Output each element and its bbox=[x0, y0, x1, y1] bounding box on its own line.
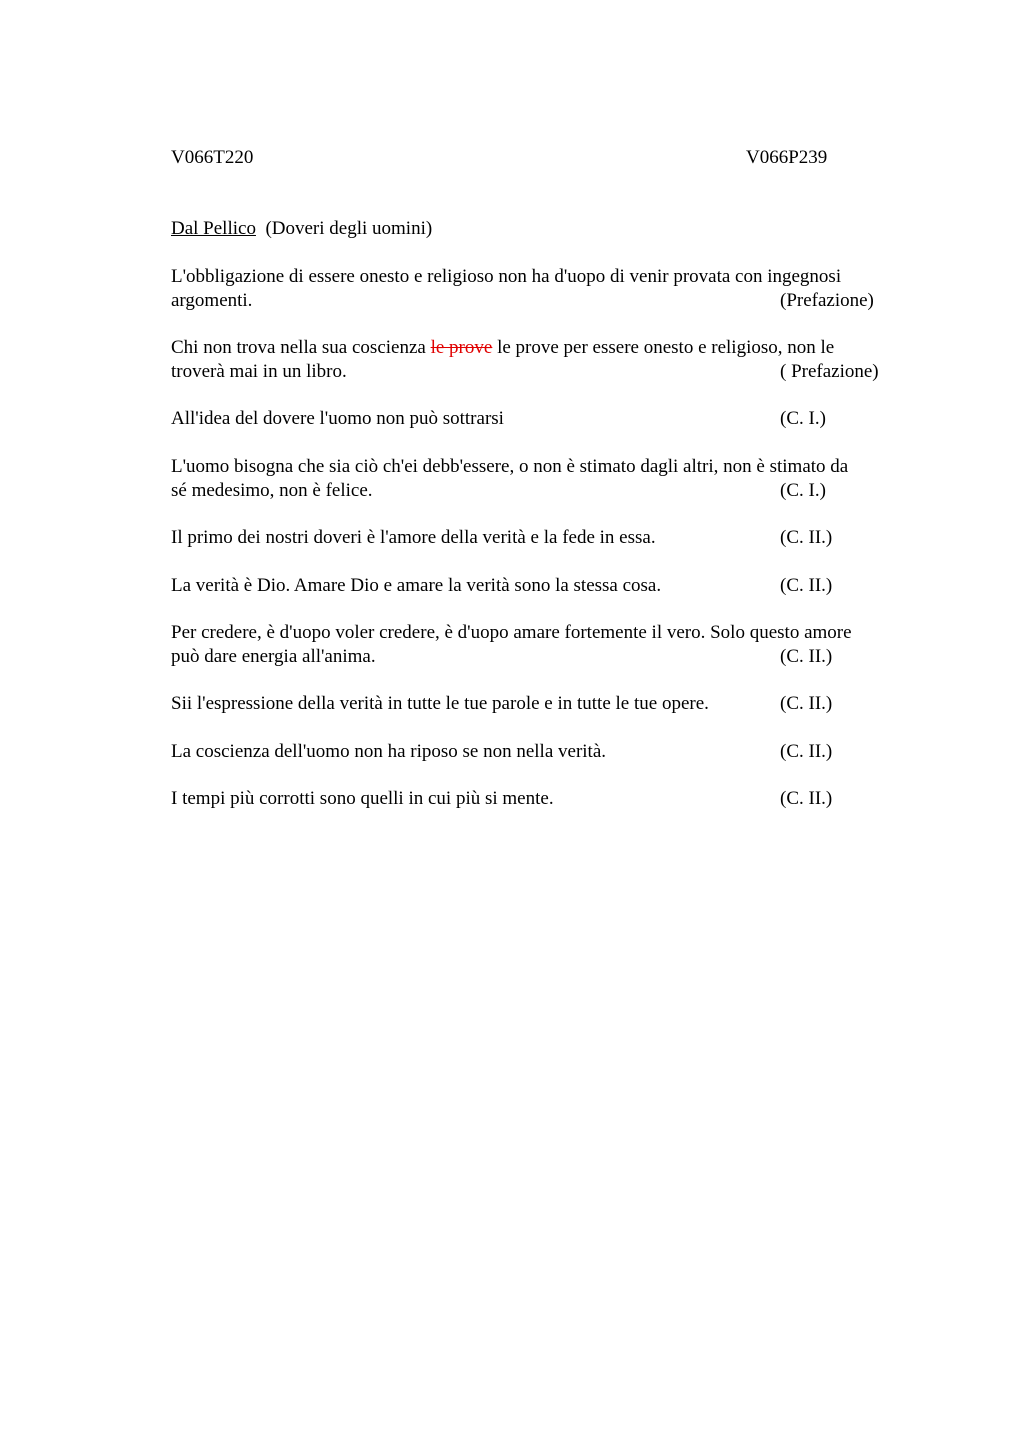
quote-text: sé medesimo, non è felice. bbox=[171, 480, 373, 501]
quote-entry bbox=[171, 265, 931, 313]
quote-reference: (Prefazione) bbox=[780, 290, 874, 311]
quote-reference: (C. II.) bbox=[780, 693, 833, 714]
quote-entry bbox=[171, 574, 931, 598]
quote-text: Il primo dei nostri doveri è l'amore della verità e la fede in essa. bbox=[171, 527, 656, 548]
quote-line bbox=[171, 455, 931, 479]
quote-line bbox=[171, 692, 931, 716]
quote-line bbox=[171, 740, 931, 764]
title-author: Dal Pellico bbox=[171, 218, 256, 239]
quote-line bbox=[171, 787, 931, 811]
quote-text: La verità è Dio. Amare Dio e amare la verità sono la stessa cosa. bbox=[171, 575, 662, 596]
quote-line bbox=[171, 526, 931, 550]
quote-text: può dare energia all'anima. bbox=[171, 646, 376, 667]
quote-text: Per credere, è d'uopo voler credere, è d'uopo amare fortemente il vero. Solo questo amore bbox=[171, 622, 852, 643]
quote-reference: ( Prefazione) bbox=[780, 361, 879, 382]
quote-reference: (C. II.) bbox=[780, 788, 833, 809]
document-code-right: V066P239 bbox=[746, 147, 828, 168]
quote-reference: (C. I.) bbox=[780, 480, 826, 501]
quote-line bbox=[171, 360, 931, 384]
quote-line bbox=[171, 645, 931, 669]
quote-text: troverà mai in un libro. bbox=[171, 361, 347, 382]
quote-text: Chi non trova nella sua coscienza bbox=[171, 337, 426, 358]
quote-reference: (C. II.) bbox=[780, 527, 833, 548]
quote-text: La coscienza dell'uomo non ha riposo se non nella verità. bbox=[171, 741, 607, 762]
quote-entry bbox=[171, 407, 931, 431]
quote-line bbox=[171, 407, 931, 431]
quote-reference: (C. II.) bbox=[780, 646, 833, 667]
quote-entry bbox=[171, 526, 931, 550]
quote-text: L'obbligazione di essere onesto e religioso non ha d'uopo di venir provata con ingegnosi bbox=[171, 266, 842, 287]
struck-text: le prove bbox=[430, 337, 493, 358]
quote-entry bbox=[171, 621, 931, 669]
title-work: (Doveri degli uomini) bbox=[265, 218, 433, 239]
quote-line bbox=[171, 265, 931, 289]
quote-reference: (C. I.) bbox=[780, 408, 826, 429]
quote-entry bbox=[171, 740, 931, 764]
quote-reference: (C. II.) bbox=[780, 575, 833, 596]
quote-text: All'idea del dovere l'uomo non può sottrarsi bbox=[171, 408, 504, 429]
quote-reference: (C. II.) bbox=[780, 741, 833, 762]
quote-entry bbox=[171, 336, 931, 384]
quote-line bbox=[171, 289, 931, 313]
quote-entry bbox=[171, 455, 931, 503]
document-code-left: V066T220 bbox=[171, 147, 254, 168]
quote-entry bbox=[171, 787, 931, 811]
quote-line bbox=[171, 621, 931, 645]
quote-text: argomenti. bbox=[171, 290, 253, 311]
quote-entry bbox=[171, 692, 931, 716]
quote-line bbox=[171, 479, 931, 503]
quote-text: L'uomo bisogna che sia ciò ch'ei debb'essere, o non è stimato dagli altri, non è stimato da bbox=[171, 456, 849, 477]
quote-line bbox=[171, 574, 931, 598]
quote-text: Sii l'espressione della verità in tutte le tue parole e in tutte le tue opere. bbox=[171, 693, 709, 714]
quote-line bbox=[171, 336, 931, 360]
quote-text: I tempi più corrotti sono quelli in cui più si mente. bbox=[171, 788, 554, 809]
quote-text: le prove per essere onesto e religioso, non le bbox=[497, 337, 835, 358]
document-title bbox=[171, 217, 432, 241]
